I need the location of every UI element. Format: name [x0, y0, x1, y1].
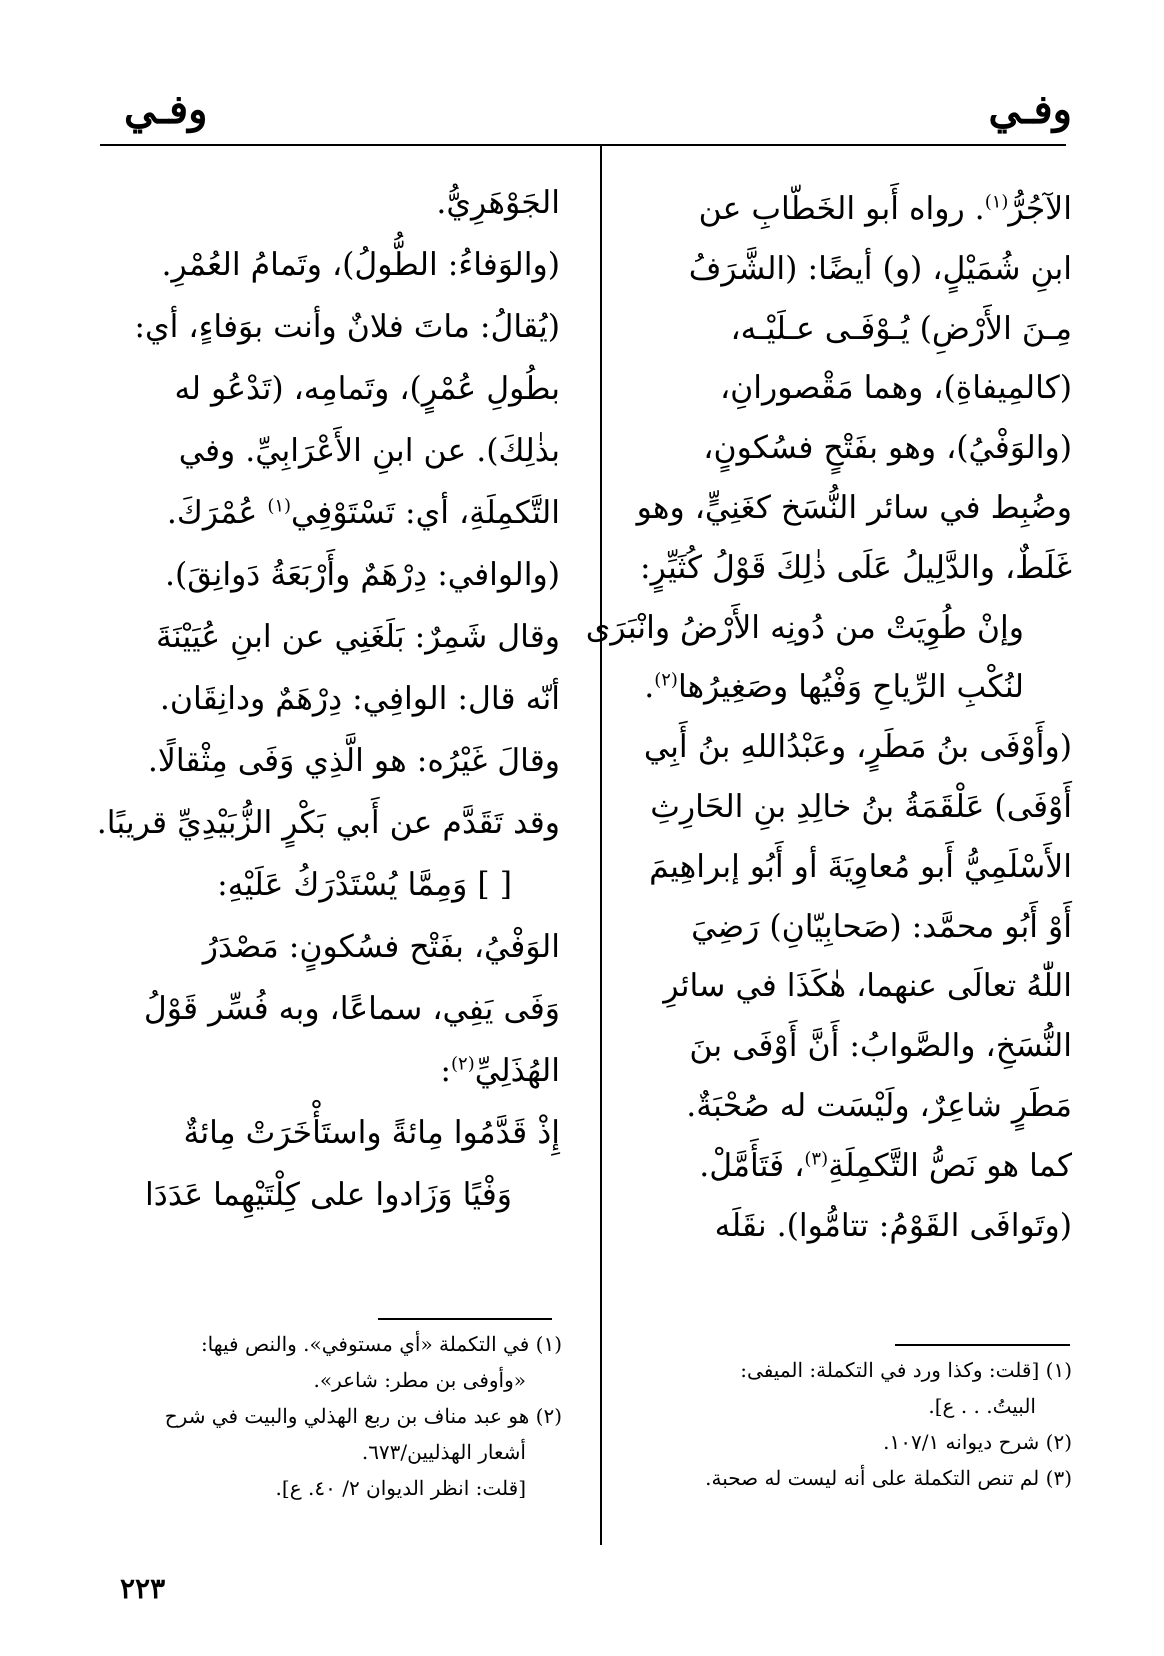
footnote-rule-right [895, 1344, 1070, 1346]
text-line: وقد تَقَدَّم عن أَبي بَكْرٍ الزُّبَيْدِيِّ قريبًا. [96, 805, 560, 841]
text-line: (كالمِيفاةِ)، وهما مَقْصورانِ، [719, 370, 1072, 407]
footnote-line: (١) في التكملة «أي مستوفي». والنص فيها: [200, 1332, 562, 1356]
footnote-marker: (١) [267, 495, 292, 517]
text-line: (يُقالُ: ماتَ فلانٌ وأنت بوَفاءٍ، أي: [134, 309, 560, 345]
text-line: الجَوْهَرِيُّ. [436, 185, 560, 221]
text-line: الوَفْيُ، بفَتْح فسُكونٍ: مَصْدَرُ [202, 929, 560, 965]
footnote-marker: (١) [984, 191, 1009, 213]
footnote-line: [قلت: انظر الديوان ٢/ ٤٠. ع]. [275, 1476, 526, 1500]
text-line: (وأَوْفَى بنُ مَطَرٍ، وعَبْدُاللهِ بنُ أَبِي [643, 729, 1072, 766]
running-header-right: وفـي [988, 86, 1072, 133]
text-line: (وتَوافَى القَوْمُ: تتامُّوا). نقَلَه [714, 1207, 1072, 1244]
verse-line: لنُكْبِ الرِّياحِ وَفْيُها وصَغِيرُها$^{(٢)}$. [644, 669, 1024, 706]
footnote-line: (٢) شرح ديوانه ١٠٧/١. [883, 1430, 1072, 1454]
footnote-line: «وأوفى بن مطر: شاعر». [313, 1368, 526, 1392]
text-line: مَطَرٍ شاعِرٌ، ولَيْسَت له صُحْبَةٌ. [686, 1087, 1072, 1124]
text-line: اللّٰهُ تعالَى عنهما، هٰكَذَا في سائرِ [663, 968, 1072, 1005]
footnote-marker: (٣) [804, 1148, 829, 1170]
verse-line: إِذْ قَدَّمُوا مِائةً واستَأْخَرَتْ مِائةٌ [183, 1115, 560, 1151]
text-line: الهُذَلِيِّ$^{(٢)}$: [440, 1053, 560, 1089]
header-rule [100, 144, 1066, 146]
text-line: (والوافي: دِرْهَمٌ وأَرْبَعَةُ دَوانِقَ). [164, 557, 560, 593]
left-column [96, 172, 560, 1226]
text-line: وقالَ غَيْرُه: هو الَّذِي وَفَى مِثْقالًا. [147, 743, 560, 779]
page-number: ٢٢٣ [120, 1572, 166, 1605]
right-column [585, 180, 1072, 1256]
verse-line: وإنْ طُوِيَتْ من دُونِه الأَرْضُ وانْبَرَى [585, 609, 1024, 646]
text-line: النُّسَخِ، والصَّوابُ: أَنَّ أَوْفَى بنَ [689, 1028, 1072, 1065]
text-line: التَّكمِلَةِ، أي: تَسْتَوْفِي$^{(١)}$ عُمْرَكَ. [166, 495, 560, 531]
text-line: وضُبِط في سائر النُّسَخ كغَنِيٍّ، وهو [636, 489, 1072, 526]
text-line: وَفَى يَفِي، سماعًا، وبه فُسِّر قَوْلُ [143, 991, 560, 1027]
footnote-line: (١) [قلت: وكذا ورد في التكملة: الميفى: [740, 1358, 1072, 1382]
footnote-rule-left [378, 1318, 552, 1320]
running-header-left: وفـي [124, 86, 208, 133]
text-line: ابنِ شُمَيْلٍ، (و) أيضًا: (الشَّرَفُ [688, 250, 1072, 287]
footnote-marker: (٢) [451, 1053, 475, 1075]
footnotes-right [602, 1352, 1072, 1496]
text-line: الأَسْلَمِيُّ أَبو مُعاوِيَةَ أو أَبُو إبراهِيمَ [649, 848, 1072, 885]
text-line: أنّه قال: الوافِي: دِرْهَمٌ ودانِقَان. [159, 681, 560, 717]
text-line: كما هو نَصُّ التَّكمِلَةِ$^{(٣)}$، فَتَأَمَّلْ. [699, 1147, 1072, 1184]
text-line: أَوْفَى) عَلْقَمَةُ بنُ خالِدِ بنِ الحَارِثِ [650, 788, 1072, 825]
text-line: بطُولِ عُمْرٍ)، وتَمامِه، (تَدْعُو له [174, 371, 560, 407]
text-line: بذٰلِكَ). عن ابنِ الأَعْرَابِيِّ. وفي [178, 433, 560, 469]
text-line: الآجُرُّ$^{(١)}$. رواه أَبو الخَطّابِ عن [698, 191, 1072, 227]
text-line: وقال شَمِرٌ: بَلَغَنِي عن ابنِ عُيَيْنَةَ [155, 619, 560, 655]
footnote-line: أشعار الهذليين/٦٧٣. [361, 1440, 526, 1464]
text-line: أَوْ أَبُو محمَّد: (صَحابِيّانِ) رَضِيَ [691, 908, 1072, 945]
footnote-line: (٢) هو عبد مناف بن ربع الهذلي والبيت في شرح [164, 1404, 562, 1428]
section-heading: [ ] وَمِمَّا يُسْتَدْرَكُ عَلَيْهِ: [217, 867, 512, 903]
footnotes-left [114, 1326, 562, 1506]
footnote-line: (٣) لم تنص التكملة على أنه ليست له صحبة. [705, 1466, 1072, 1490]
verse-line: وَفْيًا وَزَادوا على كِلْتَيْهِما عَدَدَا [145, 1177, 512, 1213]
footnote-line: البيتُ. . . ع]. [928, 1394, 1036, 1418]
text-line: (والوَفاءُ: الطُّولُ)، وتَمامُ العُمْرِ. [161, 247, 560, 283]
footnote-marker: (٢) [654, 669, 678, 691]
text-line: غَلَطٌ، والدَّلِيلُ عَلَى ذٰلِكَ قَوْلُ كُثَيِّرٍ: [640, 549, 1072, 586]
text-line: (والوَفْيُ)، وهو بفَتْحٍ فسُكونٍ، [703, 430, 1072, 467]
column-divider [600, 145, 602, 1545]
text-line: مِـنَ الأَرْضِ) يُـوْفَـى عـلَيْـه، [730, 310, 1072, 347]
